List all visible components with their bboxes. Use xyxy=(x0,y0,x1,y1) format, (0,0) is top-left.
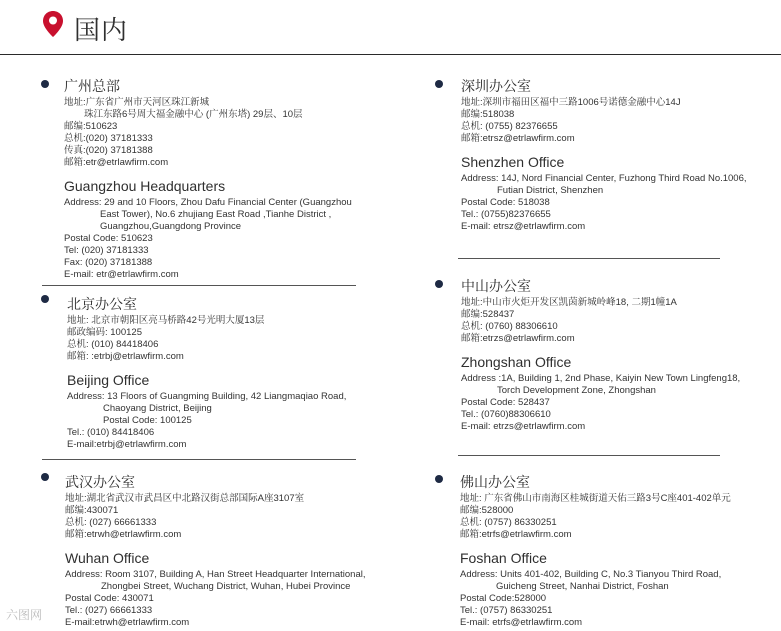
en-address-cont: Chaoyang District, Beijing xyxy=(103,403,212,414)
office-cn-name: 广州总部 xyxy=(64,78,120,94)
en-address-cont: Zhongbei Street, Wuchang District, Wuhan, Hubei Province xyxy=(101,581,351,592)
en-address: Address: Room 3107, Building A, Han Street Headquarter International, xyxy=(65,569,366,580)
en-postcode: Postal Code: 518038 xyxy=(461,197,550,208)
cn-email: 邮箱:etrwh@etrlawfirm.com xyxy=(65,529,182,540)
en-address: Address :1A, Building 1, 2nd Phase, Kaiyin New Town Lingfeng18, xyxy=(461,373,741,384)
en-address: Address: 13 Floors of Guangming Building, 42 Liangmaqiao Road, xyxy=(67,391,347,402)
en-address-cont: East Tower), No.6 zhujiang East Road ,Tianhe District , xyxy=(100,209,332,220)
cn-address: 地址:广东省广州市天河区珠江新城 xyxy=(64,97,210,108)
cn-email: 邮箱:etrfs@etrlawfirm.com xyxy=(460,529,572,540)
office-wuhan xyxy=(65,473,365,629)
en-email: E-mail:etrwh@etrlawfirm.com xyxy=(65,617,190,628)
office-cn-name: 深圳办公室 xyxy=(461,78,531,94)
office-en-name: Wuhan Office xyxy=(65,550,150,566)
en-address: Address: 14J, Nord Financial Center, Fuzhong Third Road No.1006, xyxy=(461,173,747,184)
bullet-icon xyxy=(435,475,443,483)
en-postcode: Postal Code: 100125 xyxy=(103,415,192,426)
cn-phone: 总机:(020) 37181333 xyxy=(64,133,153,144)
office-en-name: Foshan Office xyxy=(460,550,547,566)
office-beijing xyxy=(67,295,346,451)
watermark: 六图网 xyxy=(6,608,43,622)
cn-postcode: 邮编:518038 xyxy=(461,109,515,120)
office-zhongshan xyxy=(461,277,740,433)
cn-phone: 总机: (0760) 88306610 xyxy=(461,321,558,332)
en-email: E-mail:etrbj@etrlawfirm.com xyxy=(67,439,187,450)
cn-postcode: 邮编:510623 xyxy=(64,121,118,132)
en-address-cont: Torch Development Zone, Zhongshan xyxy=(497,385,656,396)
en-address-cont: Futian District, Shenzhen xyxy=(497,185,604,196)
en-phone: Tel.: (027) 66661333 xyxy=(65,605,153,616)
en-postcode: Postal Code: 430071 xyxy=(65,593,154,604)
cn-email: 邮箱:etrsz@etrlawfirm.com xyxy=(461,133,575,144)
divider xyxy=(458,258,720,259)
en-address-cont: Guangzhou,Guangdong Province xyxy=(100,221,242,232)
office-cn-name: 北京办公室 xyxy=(67,296,137,312)
office-shenzhen xyxy=(461,77,747,233)
page-title: 国内 xyxy=(74,15,129,45)
office-en-name: Shenzhen Office xyxy=(461,154,565,170)
page-header xyxy=(0,0,781,56)
en-phone: Tel.: (0757) 86330251 xyxy=(460,605,553,616)
en-email: E-mail: etrfs@etrlawfirm.com xyxy=(460,617,583,628)
en-phone: Tel.: (0755)82376655 xyxy=(461,209,551,220)
en-phone: Tel: (020) 37181333 xyxy=(64,245,149,256)
en-address: Address: Units 401-402, Building C, No.3 Tianyou Third Road, xyxy=(460,569,722,580)
cn-fax: 传真:(020) 37181388 xyxy=(64,145,153,156)
en-email: E-mail: etrsz@etrlawfirm.com xyxy=(461,221,586,232)
divider xyxy=(458,455,720,456)
en-phone: Tel.: (010) 84418406 xyxy=(67,427,155,438)
cn-address: 地址:中山市火炬开发区凯茵新城岭峰18, 二期1幢1A xyxy=(461,297,677,308)
divider xyxy=(42,459,356,460)
cn-phone: 总机: (027) 66661333 xyxy=(65,517,157,528)
cn-phone: 总机: (010) 84418406 xyxy=(67,339,159,350)
location-pin-icon xyxy=(42,10,64,38)
en-postcode: Postal Code:528000 xyxy=(460,593,547,604)
cn-address: 地址:深圳市福田区福中三路1006号诺德金融中心14J xyxy=(461,97,681,108)
en-email: E-mail: etr@etrlawfirm.com xyxy=(64,269,179,280)
cn-postcode: 邮编:528437 xyxy=(461,309,515,320)
office-cn-name: 武汉办公室 xyxy=(65,474,135,490)
cn-email: 邮箱: :etrbj@etrlawfirm.com xyxy=(67,351,184,362)
cn-postcode: 邮政编码: 100125 xyxy=(67,327,142,338)
cn-address-cont: 珠江东路6号周大福金融中心 (广州东塔) 29层、10层 xyxy=(84,109,303,120)
bullet-icon xyxy=(435,280,443,288)
bullet-icon xyxy=(435,80,443,88)
bullet-icon xyxy=(41,80,49,88)
office-guangzhou xyxy=(64,77,352,281)
bullet-icon xyxy=(41,295,49,303)
cn-phone: 总机: (0755) 82376655 xyxy=(461,121,558,132)
cn-phone: 总机: (0757) 86330251 xyxy=(460,517,557,528)
office-foshan xyxy=(460,473,731,629)
divider xyxy=(42,285,356,286)
en-postcode: Postal Code: 510623 xyxy=(64,233,153,244)
office-en-name: Zhongshan Office xyxy=(461,354,572,370)
en-phone: Tel.: (0760)88306610 xyxy=(461,409,551,420)
cn-postcode: 邮编:430071 xyxy=(65,505,119,516)
cn-address: 地址:湖北省武汉市武昌区中北路汉街总部国际A座3107室 xyxy=(65,493,305,504)
cn-email: 邮箱:etr@etrlawfirm.com xyxy=(64,157,169,168)
bullet-icon xyxy=(41,473,49,481)
office-en-name: Guangzhou Headquarters xyxy=(64,178,226,194)
en-fax: Fax: (020) 37181388 xyxy=(64,257,153,268)
en-postcode: Postal Code: 528437 xyxy=(461,397,550,408)
cn-address: 地址: 北京市朝阳区亮马桥路42号光明大厦13层 xyxy=(67,315,265,326)
en-email: E-mail: etrzs@etrlawfirm.com xyxy=(461,421,586,432)
cn-postcode: 邮编:528000 xyxy=(460,505,514,516)
office-en-name: Beijing Office xyxy=(67,372,150,388)
cn-email: 邮箱:etrzs@etrlawfirm.com xyxy=(461,333,575,344)
cn-address: 地址: 广东省佛山市南海区桂城街道天佑三路3号C座401-402单元 xyxy=(460,493,731,504)
header-divider xyxy=(0,54,781,55)
en-address: Address: 29 and 10 Floors, Zhou Dafu Financial Center (Guangzhou xyxy=(64,197,352,208)
office-cn-name: 佛山办公室 xyxy=(460,474,530,490)
en-address-cont: Guicheng Street, Nanhai District, Foshan xyxy=(496,581,669,592)
office-cn-name: 中山办公室 xyxy=(461,278,531,294)
